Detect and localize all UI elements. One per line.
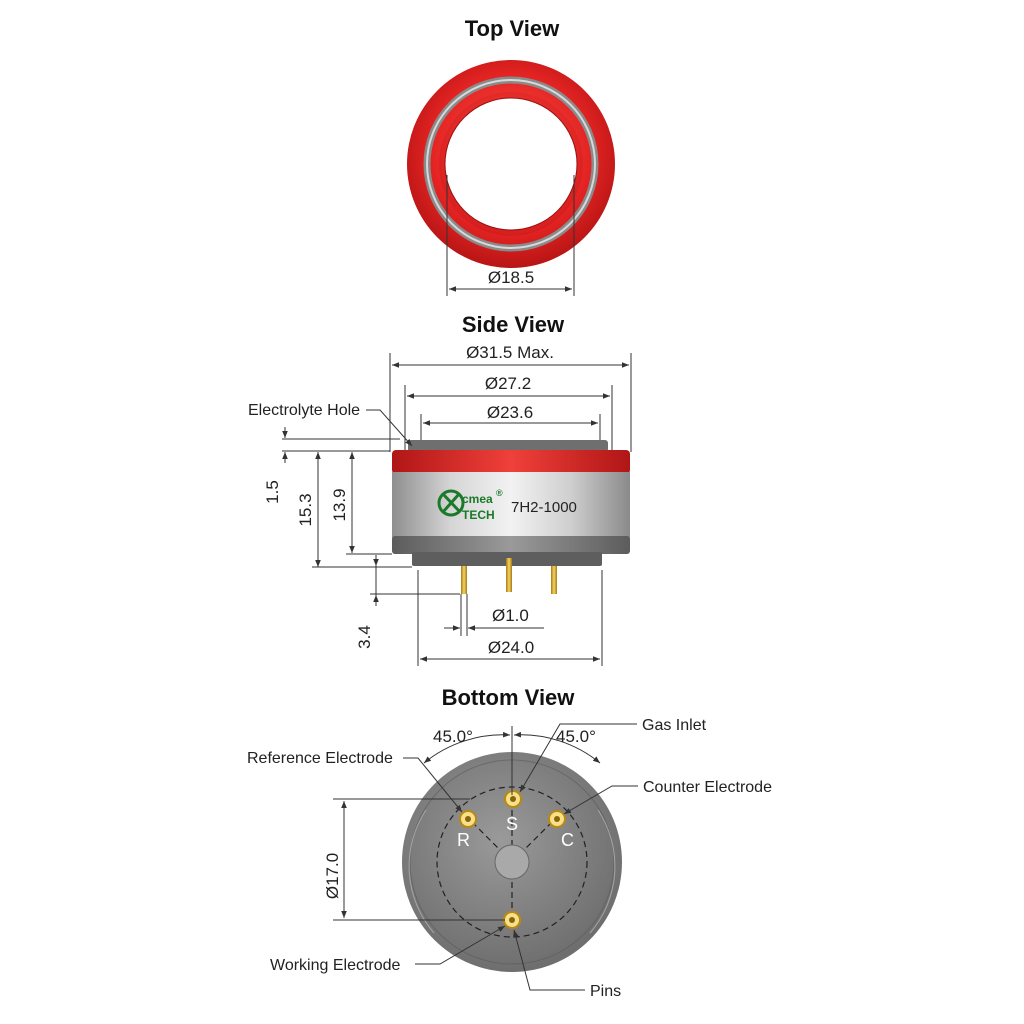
- counter-electrode-label: Counter Electrode: [643, 779, 772, 796]
- brand-tech: TECH: [462, 508, 495, 522]
- dim-height-total: 15.3: [296, 493, 315, 527]
- angle-right-label: 45.0°: [556, 727, 596, 746]
- dim-pin-diameter: Ø1.0: [492, 606, 529, 625]
- pin-label-c: C: [561, 830, 574, 850]
- top-diameter-label: Ø18.5: [487, 268, 535, 287]
- gas-inlet-label: Gas Inlet: [642, 717, 707, 734]
- dim-height-body: 13.9: [330, 488, 349, 522]
- pin-label-s: S: [506, 814, 519, 834]
- side-view-title: Side View: [461, 312, 565, 337]
- bottom-view-title: Bottom View: [441, 685, 575, 710]
- top-view-title: Top View: [464, 16, 560, 41]
- working-electrode-label: Working Electrode: [270, 957, 401, 974]
- pin-circle-diameter-label: Ø17.0: [323, 852, 342, 900]
- top-view-ring: [407, 60, 615, 268]
- side-pin-right: [551, 566, 557, 594]
- side-view-sensor-body: [392, 440, 630, 594]
- pin-label-r: R: [457, 830, 470, 850]
- dim-body: Ø27.2: [484, 374, 532, 393]
- brand-registered: ®: [496, 488, 503, 498]
- dim-height-cap: 1.5: [263, 480, 282, 504]
- dim-top-cap: Ø23.6: [486, 403, 534, 422]
- pins-label: Pins: [590, 983, 622, 1000]
- reference-electrode-label: Reference Electrode: [247, 750, 393, 767]
- dim-outer-max: Ø31.5 Max.: [466, 343, 554, 362]
- gas-inlet-hole: [495, 845, 529, 879]
- dim-pin-length: 3.4: [355, 625, 374, 649]
- side-view-width-dims: [390, 343, 631, 452]
- dim-pin-circle: Ø24.0: [487, 638, 535, 657]
- angle-left-label: 45.0°: [433, 727, 473, 746]
- model-number: 7H2-1000: [511, 499, 577, 516]
- side-pin-left: [461, 566, 467, 594]
- electrolyte-hole-label: Electrolyte Hole: [248, 402, 361, 419]
- brand-name: cmea: [462, 492, 493, 506]
- side-pin-center: [506, 558, 512, 592]
